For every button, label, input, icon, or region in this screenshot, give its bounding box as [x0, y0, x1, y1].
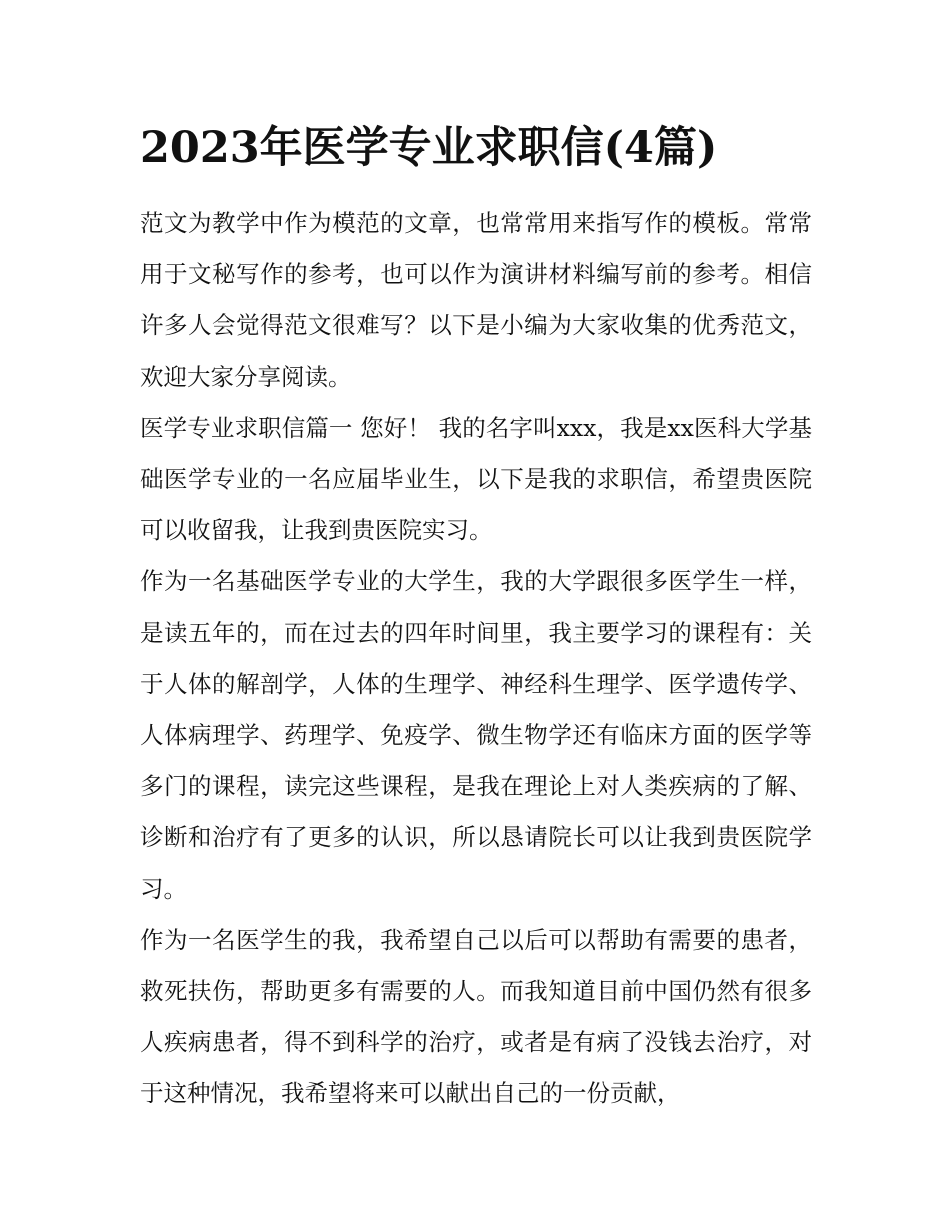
document-title: 2023年医学专业求职信(4篇): [140, 123, 718, 173]
paragraph-greeting: 医学专业求职信篇一 您好！ 我的名字叫xxx，我是xx医科大学基础医学专业的一名应届毕业生，以下是我的求职信，希望贵医院可以收留我，让我到贵医院实习。: [140, 413, 812, 545]
paragraph-intro: 范文为教学中作为模范的文章，也常常用来指写作的模板。常常用于文秘写作的参考，也可以作为演讲材料编写前的参考。相信许多人会觉得范文很难写？以下是小编为大家收集的优秀范文，欢迎大家分享阅读。: [140, 209, 812, 391]
paragraph-courses: 作为一名基础医学专业的大学生，我的大学跟很多医学生一样，是读五年的，而在过去的四年时间里，我主要学习的课程有：关于人体的解剖学，人体的生理学、神经科生理学、医学遗传学、人体病理学、药理学、免疫学、微生物学还有临床方面的医学等多门的课程，读完这些课程，是我在理论上对人类疾病的了解、诊断和治疗有了更多的认识，所以恳请院长可以让我到贵医院学习。: [140, 567, 812, 903]
paragraph-aspiration: 作为一名医学生的我，我希望自己以后可以帮助有需要的患者，救死扶伤，帮助更多有需要的人。而我知道目前中国仍然有很多人疾病患者，得不到科学的治疗，或者是有病了没钱去治疗，对于这种情况，我希望将来可以献出自己的一份贡献，: [140, 925, 812, 1108]
document-body: [140, 198, 812, 1120]
